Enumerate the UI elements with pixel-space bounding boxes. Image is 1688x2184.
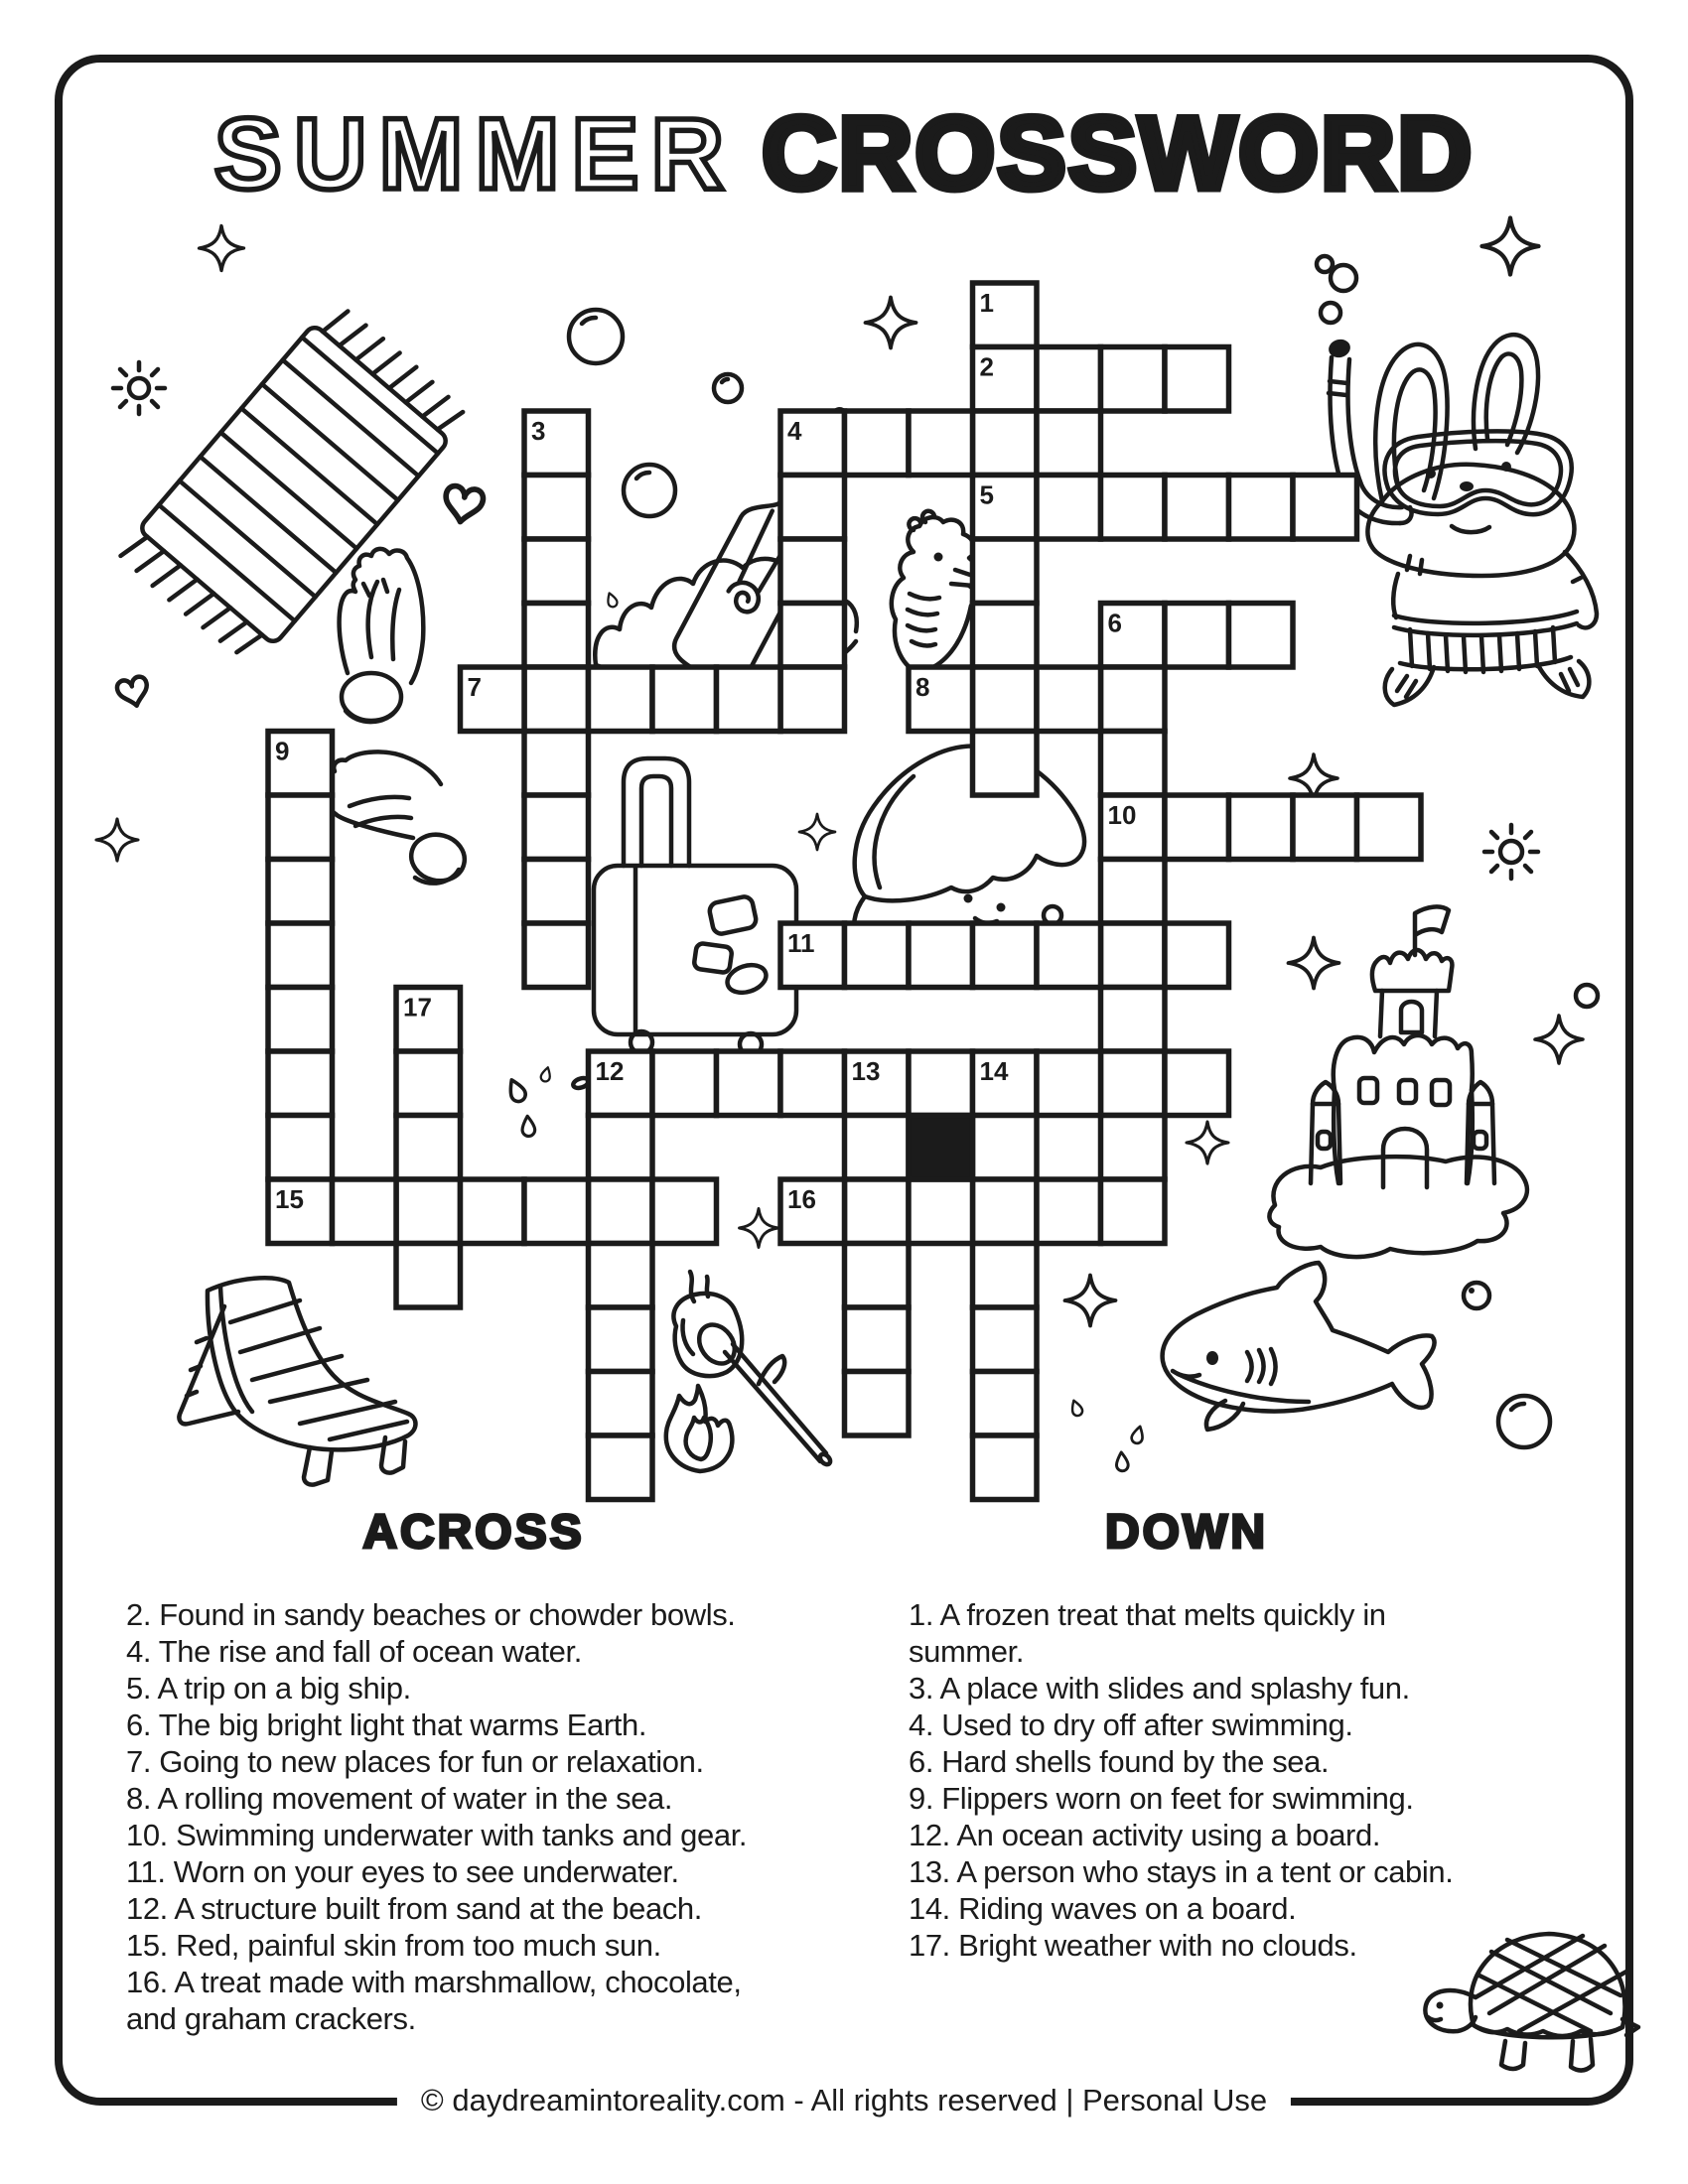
grid-cell[interactable] (717, 1051, 781, 1116)
grid-cell[interactable] (780, 1051, 845, 1116)
grid-cell[interactable] (1165, 604, 1229, 668)
title-crossword: CROSSWORD (762, 96, 1475, 211)
clue-line: 8. A rolling movement of water in the sea. (126, 1781, 673, 1816)
grid-cell[interactable] (973, 1179, 1038, 1244)
grid-cell-black (909, 1116, 973, 1180)
grid-cell[interactable] (652, 1051, 717, 1116)
clue-line: and graham crackers. (126, 2001, 416, 2036)
grid-cell[interactable] (268, 1116, 333, 1180)
grid-cell[interactable] (909, 411, 973, 476)
grid-cell[interactable] (1293, 476, 1357, 540)
grid-cell[interactable] (1101, 476, 1166, 540)
grid-cell[interactable] (1165, 347, 1229, 412)
grid-number: 14 (979, 1056, 1009, 1086)
grid-cell[interactable] (973, 1435, 1038, 1500)
grid-number: 3 (531, 416, 546, 446)
grid-cell[interactable] (1165, 476, 1229, 540)
clue-line: 4. The rise and fall of ocean water. (126, 1634, 582, 1669)
grid-cell[interactable] (524, 795, 589, 860)
grid-cell[interactable] (1037, 1179, 1101, 1244)
grid-cell[interactable] (845, 1244, 910, 1308)
footer-credit: © daydreamintoreality.com - All rights reserved | Personal Use (397, 2079, 1291, 2122)
grid-cell[interactable] (589, 1372, 653, 1436)
grid-cell[interactable] (268, 1051, 333, 1116)
grid-cell[interactable] (268, 988, 333, 1052)
clue-line: 15. Red, painful skin from too much sun. (126, 1928, 661, 1963)
clue-line: 10. Swimming underwater with tanks and gear. (126, 1818, 748, 1852)
grid-cell[interactable] (1101, 860, 1166, 924)
grid-number: 5 (979, 479, 994, 510)
clue-line: 11. Worn on your eyes to see underwater. (126, 1854, 679, 1889)
down-heading: DOWN (1105, 1506, 1268, 1559)
grid-cell[interactable] (1229, 604, 1294, 668)
grid-cell[interactable] (973, 732, 1038, 796)
grid-cell[interactable] (1037, 1051, 1101, 1116)
title-summer: SUMMER (213, 97, 737, 210)
grid-cell[interactable] (524, 732, 589, 796)
grid-cell[interactable] (973, 604, 1038, 668)
down-clue-list (909, 1596, 1475, 1964)
grid-number: 13 (851, 1056, 881, 1086)
clue-line: 4. Used to dry off after swimming. (909, 1707, 1353, 1742)
grid-cell[interactable] (845, 1372, 910, 1436)
across-clue-list (126, 1596, 831, 2037)
grid-cell[interactable] (1165, 1051, 1229, 1116)
across-heading: ACROSS (362, 1506, 585, 1559)
grid-cell[interactable] (845, 1307, 910, 1372)
grid-cell[interactable] (780, 539, 845, 604)
clue-line: 2. Found in sandy beaches or chowder bowls. (126, 1597, 736, 1632)
clue-line: 1. A frozen treat that melts quickly in (909, 1597, 1386, 1632)
grid-cell[interactable] (1165, 923, 1229, 988)
grid-cell[interactable] (1101, 1051, 1166, 1116)
grid-cell[interactable] (396, 1116, 461, 1180)
grid-cell[interactable] (1357, 795, 1422, 860)
clue-line: 13. A person who stays in a tent or cabin. (909, 1854, 1454, 1889)
grid-number: 16 (787, 1184, 816, 1214)
clue-line: 16. A treat made with marshmallow, chocolate, (126, 1965, 742, 1999)
grid-cell[interactable] (973, 923, 1038, 988)
grid-cell[interactable] (524, 604, 589, 668)
grid-cell[interactable] (973, 411, 1038, 476)
grid-cell[interactable] (1037, 667, 1101, 732)
grid-cell[interactable] (652, 1179, 717, 1244)
clue-line: summer. (909, 1634, 1025, 1669)
clue-line: 14. Riding waves on a board. (909, 1891, 1297, 1926)
grid-cell[interactable] (524, 860, 589, 924)
clue-line: 6. The big bright light that warms Earth. (126, 1707, 647, 1742)
grid-cell[interactable] (333, 1179, 397, 1244)
grid-cell[interactable] (780, 667, 845, 732)
grid-cell[interactable] (268, 923, 333, 988)
clue-line: 17. Bright weather with no clouds. (909, 1928, 1357, 1963)
grid-cell[interactable] (1293, 795, 1357, 860)
clue-line: 12. An ocean activity using a board. (909, 1818, 1381, 1852)
grid-number: 12 (595, 1056, 625, 1086)
grid-cell[interactable] (1101, 732, 1166, 796)
grid-cell[interactable] (396, 1051, 461, 1116)
grid-cell[interactable] (589, 1244, 653, 1308)
grid-cell[interactable] (1229, 476, 1294, 540)
grid-cell[interactable] (1101, 923, 1166, 988)
grid-cell[interactable] (589, 1116, 653, 1180)
grid-cell[interactable] (1037, 347, 1101, 412)
grid-cell[interactable] (973, 1244, 1038, 1308)
grid-cell[interactable] (1229, 795, 1294, 860)
grid-number: 15 (275, 1184, 304, 1214)
grid-cell[interactable] (589, 1307, 653, 1372)
grid-cell[interactable] (909, 1179, 973, 1244)
grid-cell[interactable] (845, 923, 910, 988)
grid-cell[interactable] (652, 667, 717, 732)
grid-cell[interactable] (845, 411, 910, 476)
grid-cell[interactable] (268, 860, 333, 924)
grid-cell[interactable] (973, 539, 1038, 604)
grid-cell[interactable] (524, 539, 589, 604)
grid-cell[interactable] (524, 1179, 589, 1244)
grid-number: 10 (1107, 800, 1137, 830)
clue-line: 5. A trip on a big ship. (126, 1671, 411, 1706)
grid-number: 9 (275, 736, 290, 766)
grid-number: 1 (979, 288, 994, 318)
grid-number: 11 (787, 928, 815, 958)
grid-cell[interactable] (1037, 476, 1101, 540)
grid-cell[interactable] (717, 667, 781, 732)
grid-number: 7 (467, 672, 482, 702)
clue-line: 6. Hard shells found by the sea. (909, 1744, 1330, 1779)
grid-number: 17 (403, 992, 432, 1023)
grid-cell[interactable] (1037, 923, 1101, 988)
grid-cell[interactable] (973, 1307, 1038, 1372)
grid-cell[interactable] (909, 923, 973, 988)
grid-cell[interactable] (589, 667, 653, 732)
grid-cell[interactable] (1101, 667, 1166, 732)
grid-cell[interactable] (845, 1179, 910, 1244)
grid-cell[interactable] (524, 667, 589, 732)
grid-cell[interactable] (268, 795, 333, 860)
grid-cell[interactable] (524, 923, 589, 988)
grid-cell[interactable] (909, 1051, 973, 1116)
grid-cell[interactable] (780, 604, 845, 668)
clue-line: 9. Flippers worn on feet for swimming. (909, 1781, 1414, 1816)
grid-cell[interactable] (1101, 1116, 1166, 1180)
grid-cell[interactable] (524, 476, 589, 540)
grid-cell[interactable] (973, 1372, 1038, 1436)
grid-number: 6 (1107, 608, 1122, 638)
grid-cell[interactable] (973, 1116, 1038, 1180)
grid-number: 4 (787, 416, 802, 446)
grid-cell[interactable] (1101, 347, 1166, 412)
grid-cell[interactable] (396, 1179, 461, 1244)
grid-cell[interactable] (461, 1179, 525, 1244)
clue-line: 7. Going to new places for fun or relaxation. (126, 1744, 704, 1779)
grid-cell[interactable] (589, 1435, 653, 1500)
grid-cell[interactable] (780, 476, 845, 540)
grid-number: 8 (915, 672, 930, 702)
grid-cell[interactable] (845, 1116, 910, 1180)
grid-cell[interactable] (973, 667, 1038, 732)
grid-cell[interactable] (1101, 1179, 1166, 1244)
grid-cell[interactable] (396, 1244, 461, 1308)
grid-cell[interactable] (1101, 988, 1166, 1052)
clue-line: 12. A structure built from sand at the beach. (126, 1891, 702, 1926)
grid-number: 2 (979, 351, 994, 382)
grid-cell[interactable] (589, 1179, 653, 1244)
clue-line: 3. A place with slides and splashy fun. (909, 1671, 1410, 1706)
grid-cell[interactable] (1037, 411, 1101, 476)
grid-cell[interactable] (1165, 795, 1229, 860)
